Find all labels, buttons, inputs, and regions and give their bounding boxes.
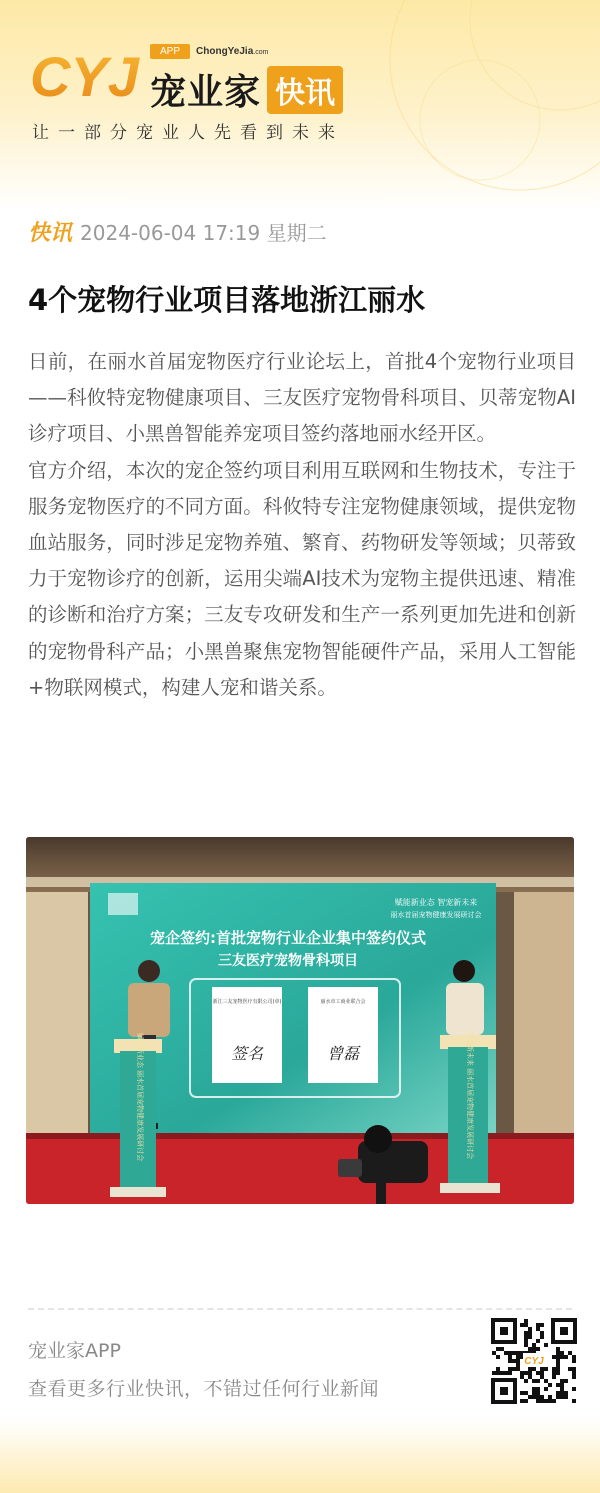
- qr-module: [508, 1351, 512, 1355]
- brand-badge: 快讯: [267, 66, 343, 114]
- brand-row: [150, 64, 343, 115]
- qr-module: [512, 1351, 516, 1355]
- qr-module: [552, 1375, 556, 1379]
- qr-module: [532, 1387, 536, 1391]
- qr-module: [556, 1371, 560, 1375]
- qr-module: [516, 1359, 520, 1363]
- qr-module: [564, 1395, 568, 1399]
- footer-app-name: 宠业家APP: [28, 1340, 121, 1362]
- qr-module: [524, 1379, 528, 1383]
- logo-letters: CYJ: [30, 45, 139, 108]
- qr-module: [540, 1395, 544, 1399]
- qr-module: [556, 1395, 560, 1399]
- qr-module: [556, 1359, 560, 1363]
- left-wall: [26, 892, 88, 1137]
- qr-module: [564, 1391, 568, 1395]
- app-tag: APP: [150, 44, 190, 59]
- qr-module: [524, 1319, 528, 1323]
- qr-module: [572, 1387, 576, 1391]
- qr-module: [520, 1399, 524, 1403]
- qr-module: [532, 1391, 536, 1395]
- qr-module: [520, 1391, 524, 1395]
- site-url: [196, 46, 268, 57]
- qr-module: [572, 1371, 576, 1375]
- qr-module: [544, 1379, 548, 1383]
- qr-module: [560, 1391, 564, 1395]
- board-right-label: 丽水市工商业联合会: [320, 999, 366, 1005]
- qr-module: [540, 1399, 544, 1403]
- qr-module: [532, 1343, 536, 1347]
- qr-module: [504, 1371, 508, 1375]
- qr-module: [552, 1355, 556, 1359]
- screen-top-text: 赋能新业态 智宠新未来: [394, 898, 478, 907]
- qr-module: [528, 1371, 532, 1375]
- qr-module: [528, 1375, 532, 1379]
- podium-left-text: 赋能新业态 丽水首届宠物健康发展研讨会: [136, 1032, 144, 1162]
- qr-module: [568, 1351, 572, 1355]
- screen-logo-icon: [108, 893, 138, 915]
- qr-module: [512, 1359, 516, 1363]
- qr-module: [520, 1371, 524, 1375]
- signature-right: 曾磊: [326, 1044, 360, 1063]
- qr-module: [528, 1327, 532, 1331]
- qr-module: [540, 1323, 544, 1327]
- qr-module: [536, 1323, 540, 1327]
- qr-module: [496, 1347, 500, 1351]
- qr-module: [508, 1367, 512, 1371]
- qr-module: [516, 1363, 520, 1367]
- qr-module: [564, 1355, 568, 1359]
- site-url-main: ChongYeJia: [196, 46, 254, 57]
- qr-module: [524, 1343, 528, 1347]
- qr-module: [524, 1399, 528, 1403]
- qr-module: [520, 1375, 524, 1379]
- qr-module: [528, 1331, 532, 1335]
- qr-module: [524, 1339, 528, 1343]
- podium-right-text: 智宠新未来 丽水首届宠物健康发展研讨会: [466, 1030, 474, 1160]
- qr-module: [524, 1391, 528, 1395]
- qr-module: [532, 1347, 536, 1351]
- qr-module: [560, 1395, 564, 1399]
- qr-module: [532, 1395, 536, 1399]
- qr-module: [560, 1355, 564, 1359]
- qr-module: [508, 1355, 512, 1359]
- qr-module: [500, 1347, 504, 1351]
- qr-module: [532, 1367, 536, 1371]
- right-wall: [514, 892, 574, 1137]
- qr-module: [524, 1371, 528, 1375]
- signing-ceremony-photo: [26, 837, 574, 1204]
- qr-module: [556, 1391, 560, 1395]
- qr-module: [524, 1323, 528, 1327]
- qr-module: [556, 1363, 560, 1367]
- qr-module: [572, 1367, 576, 1371]
- footer-divider: [28, 1308, 572, 1310]
- article-body: [28, 344, 576, 706]
- article-paragraph: 官方介绍，本次的宠企签约项目利用互联网和生物技术，专注于服务宠物医疗的不同方面。科攸特专注宠物健康领域，提供宠物血站服务，同时涉足宠物养殖、繁育、药物研发等领域；贝蒂致力于宠物诊疗的创新，运用尖端AI技术为宠物主提供迅速、精准的诊断和治疗方案；三友专攻研发和生产一系列更加先进和创新的宠物骨科产品；小黑兽聚焦宠物智能硬件产品，采用人工智能+物联网模式，构建人宠和谐关系。: [28, 458, 576, 699]
- slogan: 让一部分宠业人先看到未来: [32, 123, 344, 143]
- qr-module: [556, 1351, 560, 1355]
- qr-module: [516, 1367, 520, 1371]
- article-title: 4个宠物行业项目落地浙江丽水: [28, 283, 426, 317]
- screen-subtitle: 三友医疗宠物骨科项目: [218, 953, 358, 969]
- qr-module: [548, 1383, 552, 1387]
- qr-module: [540, 1367, 544, 1371]
- qr-module: [536, 1347, 540, 1351]
- qr-module: [528, 1335, 532, 1339]
- qr-module: [524, 1331, 528, 1335]
- qr-module: [560, 1387, 564, 1391]
- cyj-logo-icon: [30, 44, 142, 108]
- header-banner: [0, 0, 600, 210]
- qr-module: [572, 1375, 576, 1379]
- article-meta: [28, 216, 327, 247]
- qr-module: [492, 1351, 496, 1355]
- screen-title: 宠企签约:首批宠物行业企业集中签约仪式: [149, 929, 427, 947]
- qr-center-logo: CYJ: [524, 1356, 544, 1367]
- qr-module: [500, 1371, 504, 1375]
- qr-module: [532, 1379, 536, 1383]
- qr-module: [536, 1379, 540, 1383]
- site-url-suffix: .com: [253, 49, 269, 56]
- logo-tags: [150, 44, 268, 59]
- qr-module: [544, 1399, 548, 1403]
- qr-module: [536, 1391, 540, 1395]
- qr-module: [540, 1371, 544, 1375]
- qr-module: [536, 1395, 540, 1399]
- qr-module: [544, 1343, 548, 1347]
- qr-module: [552, 1371, 556, 1375]
- board-left-label: 浙江三友宠物医疗有限公司(章): [212, 999, 282, 1005]
- qr-module: [544, 1367, 548, 1371]
- qr-module: [508, 1371, 512, 1375]
- qr-module: [536, 1399, 540, 1403]
- qr-module: [548, 1395, 552, 1399]
- signature-left: 签名: [230, 1044, 264, 1063]
- qr-module: [508, 1359, 512, 1363]
- category-tag: 快讯: [28, 221, 73, 246]
- qr-module: [572, 1355, 576, 1359]
- qr-module: [524, 1335, 528, 1339]
- qr-module: [528, 1347, 532, 1351]
- qr-module: [556, 1355, 560, 1359]
- qr-module: [556, 1383, 560, 1387]
- qr-module: [568, 1367, 572, 1371]
- brand-name: 宠业家: [150, 72, 262, 113]
- qr-module: [492, 1371, 496, 1375]
- qr-module: [512, 1367, 516, 1371]
- stage-edge: [26, 1133, 574, 1139]
- qr-module: [540, 1375, 544, 1379]
- red-carpet: [26, 1137, 574, 1204]
- qr-module: [560, 1351, 564, 1355]
- article-photo: [26, 837, 574, 1204]
- qr-module: [560, 1379, 564, 1383]
- screen-sub-text: 丽水首届宠物健康发展研讨会: [390, 911, 482, 919]
- qr-module: [556, 1367, 560, 1371]
- qr-module: [548, 1399, 552, 1403]
- footer-description: 查看更多行业快讯，不错过任何行业新闻: [28, 1378, 380, 1400]
- qr-module: [496, 1367, 500, 1371]
- qr-module: [564, 1379, 568, 1383]
- qr-module: [552, 1367, 556, 1371]
- qr-module: [552, 1399, 556, 1403]
- qr-module: [540, 1331, 544, 1335]
- qr-module: [560, 1383, 564, 1387]
- qr-module: [556, 1347, 560, 1351]
- qr-module: [516, 1351, 520, 1355]
- qr-module: [572, 1359, 576, 1363]
- qr-module: [536, 1387, 540, 1391]
- bottom-band: [0, 1420, 600, 1493]
- qr-module: [572, 1399, 576, 1403]
- qr-module: [536, 1339, 540, 1343]
- qr-module: [496, 1355, 500, 1359]
- qr-module: [540, 1335, 544, 1339]
- qr-module: [516, 1355, 520, 1359]
- qr-module: [536, 1371, 540, 1375]
- qr-module: [520, 1323, 524, 1327]
- qr-module: [536, 1327, 540, 1331]
- qr-module: [504, 1351, 508, 1355]
- qr-module: [544, 1387, 548, 1391]
- publish-datetime: 2024-06-04 17:19 星期二: [80, 221, 327, 245]
- article-paragraph: 日前，在丽水首届宠物医疗行业论坛上，首批4个宠物行业项目——科攸特宠物健康项目、三友医疗宠物骨科项目、贝蒂宠物AI诊疗项目、小黑兽智能养宠项目签约落地丽水经开区。: [28, 350, 576, 446]
- qr-code-icon[interactable]: [491, 1318, 577, 1404]
- qr-module: [528, 1367, 532, 1371]
- qr-module: [528, 1395, 532, 1399]
- qr-module: [496, 1371, 500, 1375]
